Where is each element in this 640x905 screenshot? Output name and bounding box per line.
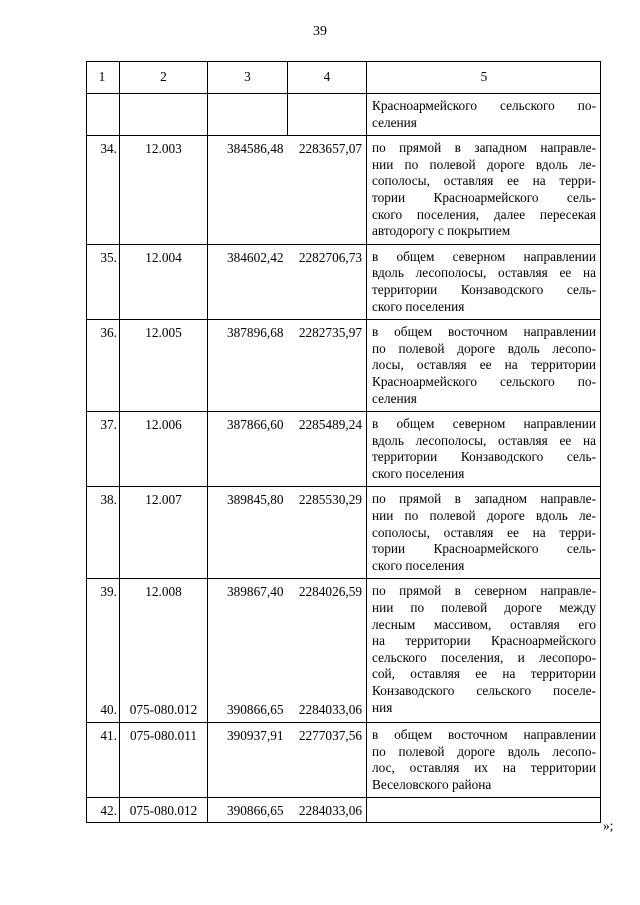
description-line: вдоль лесополосы, оставляя ее на xyxy=(372,432,596,448)
table-row xyxy=(87,244,601,319)
description-line: лесным массивом, оставляя его xyxy=(372,616,596,632)
description-line: ского поселения xyxy=(372,557,465,573)
description-line: нии по полевой дороге между xyxy=(372,600,596,616)
table-row xyxy=(87,412,601,487)
description-line: ния xyxy=(372,699,393,715)
description-line: нии по полевой дороге вдоль ле- xyxy=(372,156,596,172)
table-row xyxy=(87,798,601,823)
coord-y: 2284033,06 xyxy=(288,798,367,823)
closing-mark: »; xyxy=(603,818,614,833)
coord-y: 2284033,06 xyxy=(288,697,367,722)
table-row xyxy=(87,723,601,798)
description-line: лосы, оставляя ее на территории xyxy=(372,357,596,373)
continuation-row xyxy=(87,94,601,136)
point-code: 075-080.012 xyxy=(120,697,208,722)
row-number: 42. xyxy=(87,798,120,823)
description-line: тории Красноармейского сель- xyxy=(372,189,596,205)
coord-y: 2277037,56 xyxy=(288,723,367,798)
coord-y: 2282706,73 xyxy=(288,244,367,319)
row-number: 35. xyxy=(87,244,120,319)
point-code: 12.005 xyxy=(120,320,208,412)
coord-y: 2285489,24 xyxy=(288,412,367,487)
description-line: по прямой в северном направле- xyxy=(372,583,596,599)
header-col-3: 3 xyxy=(208,62,288,94)
coord-x: 389845,80 xyxy=(208,487,288,579)
table-row xyxy=(87,320,601,412)
coord-y: 2282735,97 xyxy=(288,320,367,412)
description-line: Веселовского района xyxy=(372,776,492,792)
description-line: ского поселения xyxy=(372,298,465,314)
description-line: в общем восточном направлении xyxy=(372,727,596,743)
description-line: Конзаводского сельского поселе- xyxy=(372,683,596,698)
description-line: по прямой в западном направле- xyxy=(372,140,596,156)
description-line: сополосы, оставляя ее на терри- xyxy=(372,173,596,189)
coord-x: 384602,42 xyxy=(208,244,288,319)
description-line: сополосы, оставляя ее на терри- xyxy=(372,524,596,540)
point-code: 12.006 xyxy=(120,412,208,487)
segment-description xyxy=(367,487,601,579)
row-number: 39. xyxy=(87,579,120,698)
table-row xyxy=(87,136,601,245)
description-line: селения xyxy=(372,114,417,130)
description-line: ского поселения, далее пересекая xyxy=(372,206,596,222)
description-line: лос, оставляя их на территории xyxy=(372,760,596,776)
description-line: по полевой дороге вдоль лесопо- xyxy=(372,743,596,759)
point-code: 075-080.012 xyxy=(120,798,208,823)
description-line: ского поселения xyxy=(372,465,465,481)
coord-y: 2284026,59 xyxy=(288,579,367,698)
segment-description xyxy=(367,579,601,723)
coord-x: 387896,68 xyxy=(208,320,288,412)
coord-x: 390937,91 xyxy=(208,723,288,798)
description-line: Красноармейского сельского по- xyxy=(372,98,596,113)
row-number: 38. xyxy=(87,487,120,579)
continuation-description xyxy=(367,94,601,136)
page-number: 39 xyxy=(313,24,327,39)
segment-description xyxy=(367,136,601,245)
description-line: территории Конзаводского сель- xyxy=(372,281,596,297)
description-line: территории Конзаводского сель- xyxy=(372,449,596,465)
point-code: 075-080.011 xyxy=(120,723,208,798)
row-number: 34. xyxy=(87,136,120,245)
table-row xyxy=(87,487,601,579)
row-number: 36. xyxy=(87,320,120,412)
description-line: по полевой дороге вдоль лесопо- xyxy=(372,340,596,356)
description-line: в общем северном направлении xyxy=(372,416,596,432)
segment-description xyxy=(367,320,601,412)
header-col-5: 5 xyxy=(367,62,601,94)
description-line: автодорогу с покрытием xyxy=(372,223,511,239)
point-code: 12.008 xyxy=(120,579,208,698)
coord-x: 389867,40 xyxy=(208,579,288,698)
table-header-row xyxy=(87,62,601,94)
coord-y: 2285530,29 xyxy=(288,487,367,579)
description-line: сой, оставляя ее на территории xyxy=(372,666,596,682)
description-line: нии по полевой дороге вдоль ле- xyxy=(372,508,596,524)
description-line: тории Красноармейского сель- xyxy=(372,541,596,557)
coord-x: 390866,65 xyxy=(208,697,288,722)
description-line: на территории Красноармейского xyxy=(372,633,596,649)
table-row xyxy=(87,579,601,698)
row-number: 40. xyxy=(87,697,120,722)
segment-description xyxy=(367,798,601,823)
description-line: сельского поселения, и лесопоpo- xyxy=(372,649,596,665)
description-line: Красноармейского сельского по- xyxy=(372,373,596,389)
header-col-4: 4 xyxy=(288,62,367,94)
header-col-2: 2 xyxy=(120,62,208,94)
row-number: 41. xyxy=(87,723,120,798)
row-number: 37. xyxy=(87,412,120,487)
segment-description xyxy=(367,244,601,319)
description-line: вдоль лесополосы, оставляя ее на xyxy=(372,265,596,281)
point-code: 12.003 xyxy=(120,136,208,245)
description-line: в общем северном направлении xyxy=(372,248,596,264)
header-col-1: 1 xyxy=(87,62,120,94)
coordinates-table xyxy=(86,61,601,823)
segment-description xyxy=(367,412,601,487)
coord-x: 384586,48 xyxy=(208,136,288,245)
description-line: по прямой в западном направле- xyxy=(372,491,596,507)
point-code: 12.004 xyxy=(120,244,208,319)
description-line: в общем восточном направлении xyxy=(372,324,596,340)
coord-x: 387866,60 xyxy=(208,412,288,487)
segment-description xyxy=(367,723,601,798)
coord-x: 390866,65 xyxy=(208,798,288,823)
coord-y: 2283657,07 xyxy=(288,136,367,245)
description-line: селения xyxy=(372,390,417,406)
point-code: 12.007 xyxy=(120,487,208,579)
